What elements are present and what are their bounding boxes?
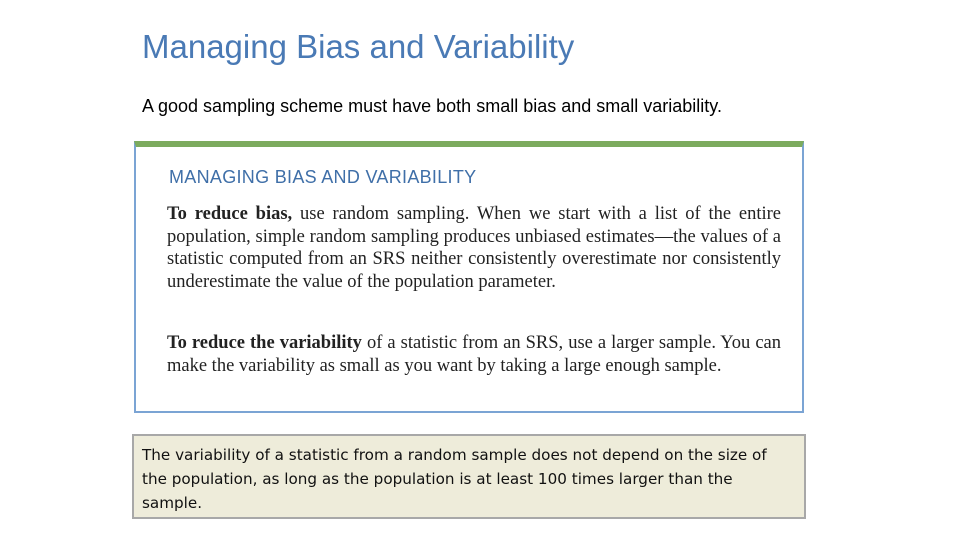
reduce-variability-lead: To reduce the variability <box>167 333 362 353</box>
slide-subtitle: A good sampling scheme must have both small bias and small variability. <box>142 96 722 116</box>
population-size-note <box>132 434 806 519</box>
population-size-note-text: The variability of a statistic from a random sample does not depend on the size of the population, as long as the population is at least 100 times larger than the sample. <box>142 446 767 512</box>
definition-box-heading: MANAGING BIAS AND VARIABILITY <box>169 167 477 187</box>
definition-box <box>134 141 804 413</box>
reduce-variability-text: of a statistic from an SRS, use a larger sample. You can make the variability as small as you want by taking a large enough sample. <box>167 333 781 376</box>
reduce-bias-lead: To reduce bias, <box>167 204 293 224</box>
reduce-bias-text: use random sampling. When we start with a list of the entire population, simple random sampling produces unbiased estimates—the values of a statistic computed from an SRS neither consistently overestimate nor consistently underestimate the value of the population parameter. <box>167 204 782 292</box>
slide-title: Managing Bias and Variability <box>142 28 575 65</box>
reduce-bias-paragraph <box>167 203 781 293</box>
reduce-variability-paragraph <box>167 332 781 377</box>
